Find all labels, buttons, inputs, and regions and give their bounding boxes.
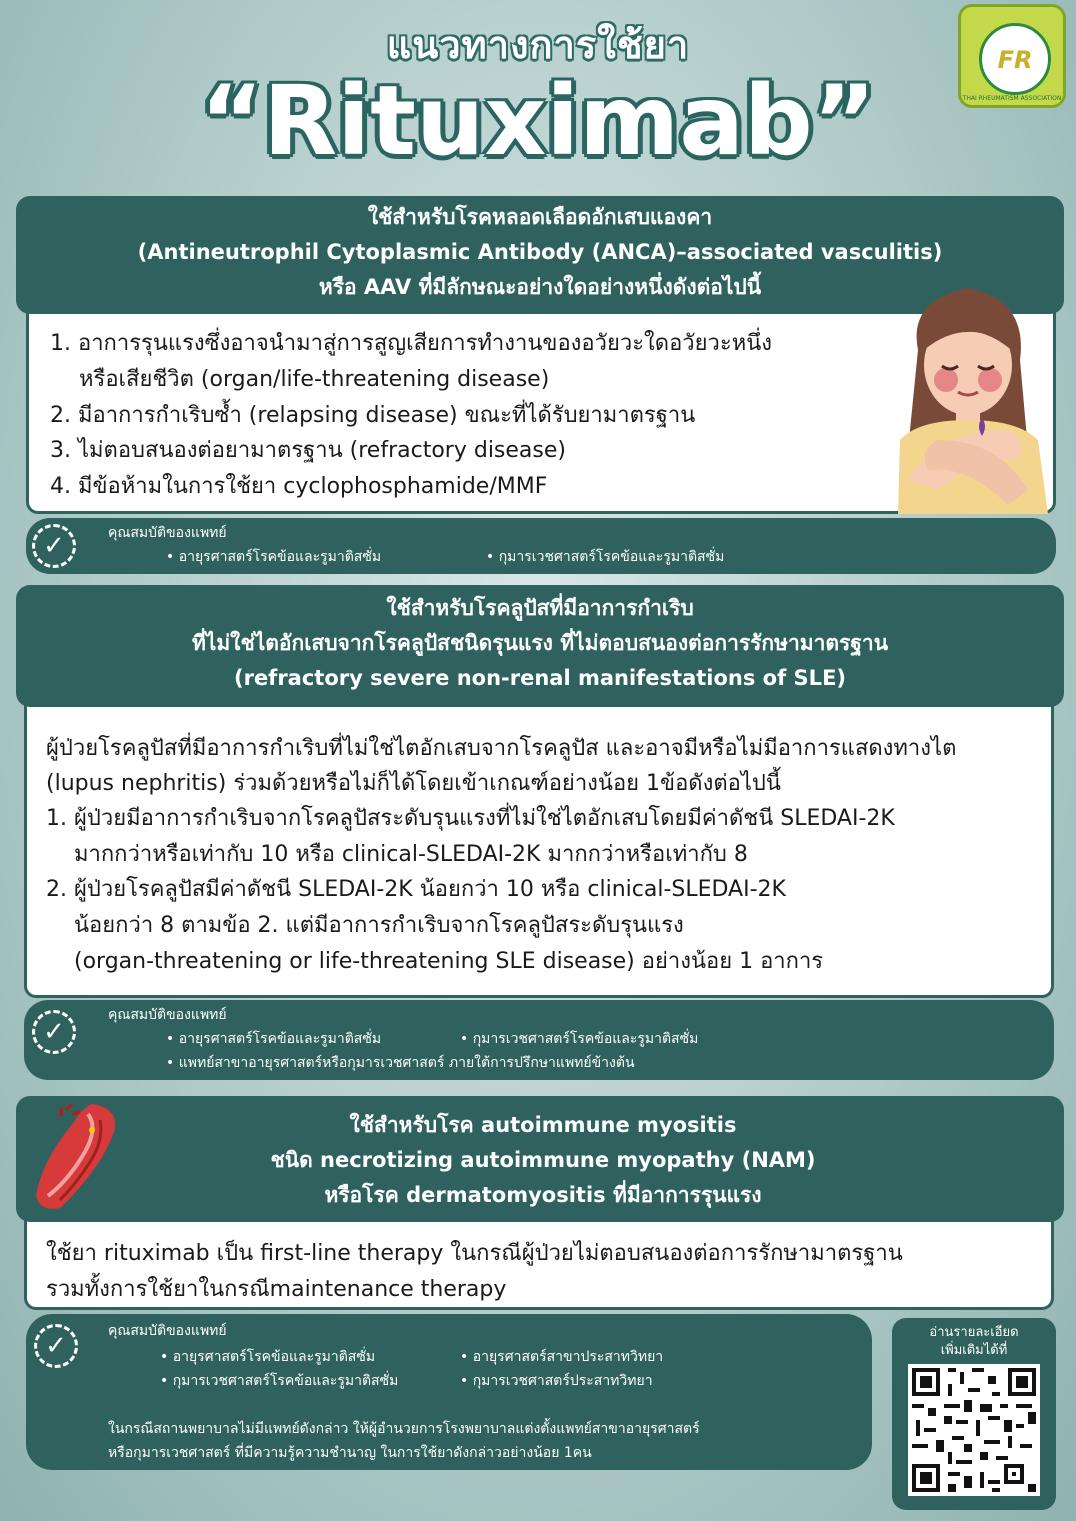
section2-item: น้อยกว่า 8 ตามข้อ 2. แต่มีอาการกำเริบจากโรคลูปัสระดับรุนแรง [74,913,684,938]
section1-header-line: หรือ AAV ที่มีลักษณะอย่างใดอย่างหนึ่งดังต่อไปนี้ [318,275,762,299]
qualification-item: • อายุรศาสตร์โรคข้อและรูมาติสซั่ม [166,549,382,565]
section2-item: มากกว่าหรือเท่ากับ 10 หรือ clinical-SLEDAI-2K มากกว่าหรือเท่ากับ 8 [74,842,748,867]
check-icon: ✓ [32,524,76,568]
qr-code[interactable] [908,1364,1040,1496]
qualification-item: • กุมารเวชศาสตร์ประสาทวิทยา [460,1373,653,1389]
section2-header-line: (refractory severe non-renal manifestations of SLE) [233,666,847,690]
qr-label: อ่านรายละเอียด [929,1325,1019,1340]
section3-qualification-bar [26,1314,872,1470]
section2-item: 1. ผู้ป่วยมีอาการกำเริบจากโรคลูปัสระดับรุนแรงที่ไม่ใช่ไตอักเสบโดยมีค่าดัชนี SLEDAI-2K [46,806,895,831]
section1-qualification-bar [26,518,1056,574]
logo-text: THAI RHEUMATISM ASSOCIATION [962,95,1062,102]
association-logo [958,4,1066,108]
section1-item: หรือเสียชีวิต (organ/life-threatening disease) [79,367,550,392]
section3-item: ใช้ยา rituximab เป็น first-line therapy ในกรณีผู้ป่วยไม่ตอบสนองต่อการรักษามาตรฐาน [46,1241,903,1266]
qualification-item: • อายุรศาสตร์สาขาประสาทวิทยา [460,1349,664,1365]
section2-header-line: ที่ไม่ใช่ไตอักเสบจากโรคลูปัสชนิดรุนแรง ที่ไม่ตอบสนองต่อการรักษามาตรฐาน [191,631,889,655]
qualification-label: คุณสมบัติของแพทย์ [108,1007,227,1023]
qr-section [892,1318,1056,1510]
section1-item: 3. ไม่ตอบสนองต่อยามาตรฐาน (refractory disease) [50,438,566,463]
qualification-item: • กุมารเวชศาสตร์โรคข้อและรูมาติสซั่ม [460,1031,699,1047]
logo-emblem [979,23,1051,95]
qualification-item: • กุมารเวชศาสตร์โรคข้อและรูมาติสซั่ม [486,549,725,565]
section3-header-line: ชนิด necrotizing autoimmune myopathy (NAM) [270,1148,816,1172]
section2-header-line: ใช้สำหรับโรคลูปัสที่มีอาการกำเริบ [386,596,694,620]
section2-header [16,585,1064,707]
section3-header-line: ใช้สำหรับโรค autoimmune myositis [349,1113,737,1137]
muscle-icon [30,1100,122,1212]
section1-header-line: (Antineutrophil Cytoplasmic Antibody (ANCA)–associated vasculitis) [137,240,943,264]
section1-item: 4. มีข้อห้ามในการใช้ยา cyclophosphamide/MMF [50,474,548,499]
check-icon: ✓ [32,1010,76,1054]
page-subtitle: แนวทางการใช้ยา [386,23,690,67]
qualification-note: หรือกุมารเวชศาสตร์ ที่มีความรู้ความชำนาญ ในการใช้ยาดังกล่าวอย่างน้อย 1คน [108,1445,592,1461]
section1-header-line: ใช้สำหรับโรคหลอดเลือดอักเสบแองคา [367,205,713,229]
qualification-item: • อายุรศาสตร์โรคข้อและรูมาติสซั่ม [160,1349,376,1365]
qualification-item: • กุมารเวชศาสตร์โรคข้อและรูมาติสซั่ม [160,1373,399,1389]
section2-item: (organ-threatening or life-threatening SLE disease) อย่างน้อย 1 อาการ [74,949,824,974]
qualification-note: ในกรณีสถานพยาบาลไม่มีแพทย์ดังกล่าว ให้ผู้อำนวยการโรงพยาบาลแต่งตั้งแพทย์สาขาอายุรศาสตร์ [108,1421,700,1437]
qualification-label: คุณสมบัติของแพทย์ [108,1323,227,1339]
section2-item: 2. ผู้ป่วยโรคลูปัสมีค่าดัชนี SLEDAI-2K น้อยกว่า 10 หรือ clinical-SLEDAI-2K [46,877,786,902]
section1-item: 1. อาการรุนแรงซึ่งอาจนำมาสู่การสูญเสียการทำงานของอวัยวะใดอวัยวะหนึ่ง [50,331,772,356]
section3-header [16,1096,1064,1222]
patient-illustration [878,280,1058,514]
section3-header-line: หรือโรค dermatomyositis ที่มีอาการรุนแรง [324,1183,762,1207]
section1-item: 2. มีอาการกำเริบซ้ำ (relapsing disease) ขณะที่ได้รับยามาตรฐาน [50,403,696,428]
section2-item: ผู้ป่วยโรคลูปัสที่มีอาการกำเริบที่ไม่ใช่ไตอักเสบจากโรคลูปัส และอาจมีหรือไม่มีอาการแสดงทางไต [46,736,957,761]
section2-item: (lupus nephritis) ร่วมด้วยหรือไม่ก็ได้โดยเข้าเกณฑ์อย่างน้อย 1ข้อดังต่อไปนี้ [46,771,781,796]
page-title: “Rituximab” [200,65,876,177]
qualification-label: คุณสมบัติของแพทย์ [108,525,227,541]
section3-item: รวมทั้งการใช้ยาในกรณีmaintenance therapy [46,1277,507,1302]
section2-qualification-bar [24,1000,1054,1080]
qualification-item: • แพทย์สาขาอายุรศาสตร์หรือกุมารเวชศาสตร์ ภายใต้การปรึกษาแพทย์ข้างต้น [166,1055,635,1071]
qualification-item: • อายุรศาสตร์โรคข้อและรูมาติสซั่ม [166,1031,382,1047]
check-icon: ✓ [34,1324,78,1368]
logo-mark: FR [997,46,1033,74]
qr-label: เพิ่มเติมได้ที่ [940,1343,1008,1358]
